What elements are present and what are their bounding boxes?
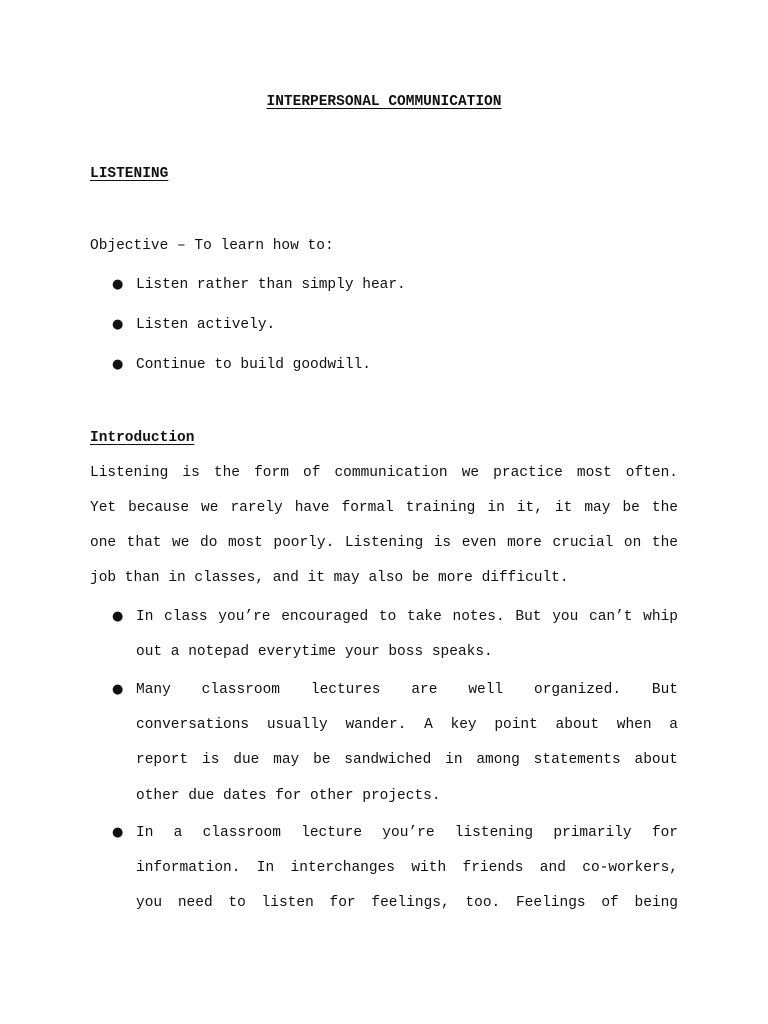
bullet-dot-icon: ●: [112, 825, 124, 840]
bullet-dot-icon: ●: [112, 609, 124, 624]
bullet-line: In class you’re encouraged to take notes. But you can’t whip: [136, 609, 678, 625]
bullet-dot-icon: ●: [112, 682, 124, 697]
bullet-dot-icon: ●: [112, 317, 124, 332]
objective-text: Objective – To learn how to:: [90, 238, 334, 254]
section-heading-introduction: Introduction: [90, 430, 195, 446]
objective-item: Listen rather than simply hear.: [136, 277, 406, 293]
paragraph-line: one that we do most poorly. Listening is even more crucial on the: [90, 535, 678, 551]
document-title: [0, 92, 768, 112]
paragraph-line: Listening is the form of communication we practice most often.: [90, 465, 678, 481]
bullet-dot-icon: ●: [112, 357, 124, 372]
bullet-line: other due dates for other projects.: [136, 788, 441, 804]
paragraph-line: Yet because we rarely have formal training in it, it may be the: [90, 500, 678, 516]
document-title-text: INTERPERSONAL COMMUNICATION: [266, 94, 502, 110]
bullet-line: In a classroom lecture you’re listening primarily for: [136, 825, 678, 841]
bullet-line: report is due may be sandwiched in among statements about: [136, 752, 678, 768]
objective-item: Listen actively.: [136, 317, 276, 333]
bullet-line: information. In interchanges with friends and co-workers,: [136, 860, 678, 876]
bullet-line: you need to listen for feelings, too. Feelings of being: [136, 895, 678, 911]
bullet-dot-icon: ●: [112, 277, 124, 292]
section-heading-listening: LISTENING: [90, 166, 169, 182]
bullet-line: out a notepad everytime your boss speaks.: [136, 644, 493, 660]
bullet-line: Many classroom lectures are well organized. But: [136, 682, 678, 698]
objective-item: Continue to build goodwill.: [136, 357, 371, 373]
bullet-line: conversations usually wander. A key point about when a: [136, 717, 678, 733]
paragraph-line: job than in classes, and it may also be more difficult.: [90, 570, 569, 586]
